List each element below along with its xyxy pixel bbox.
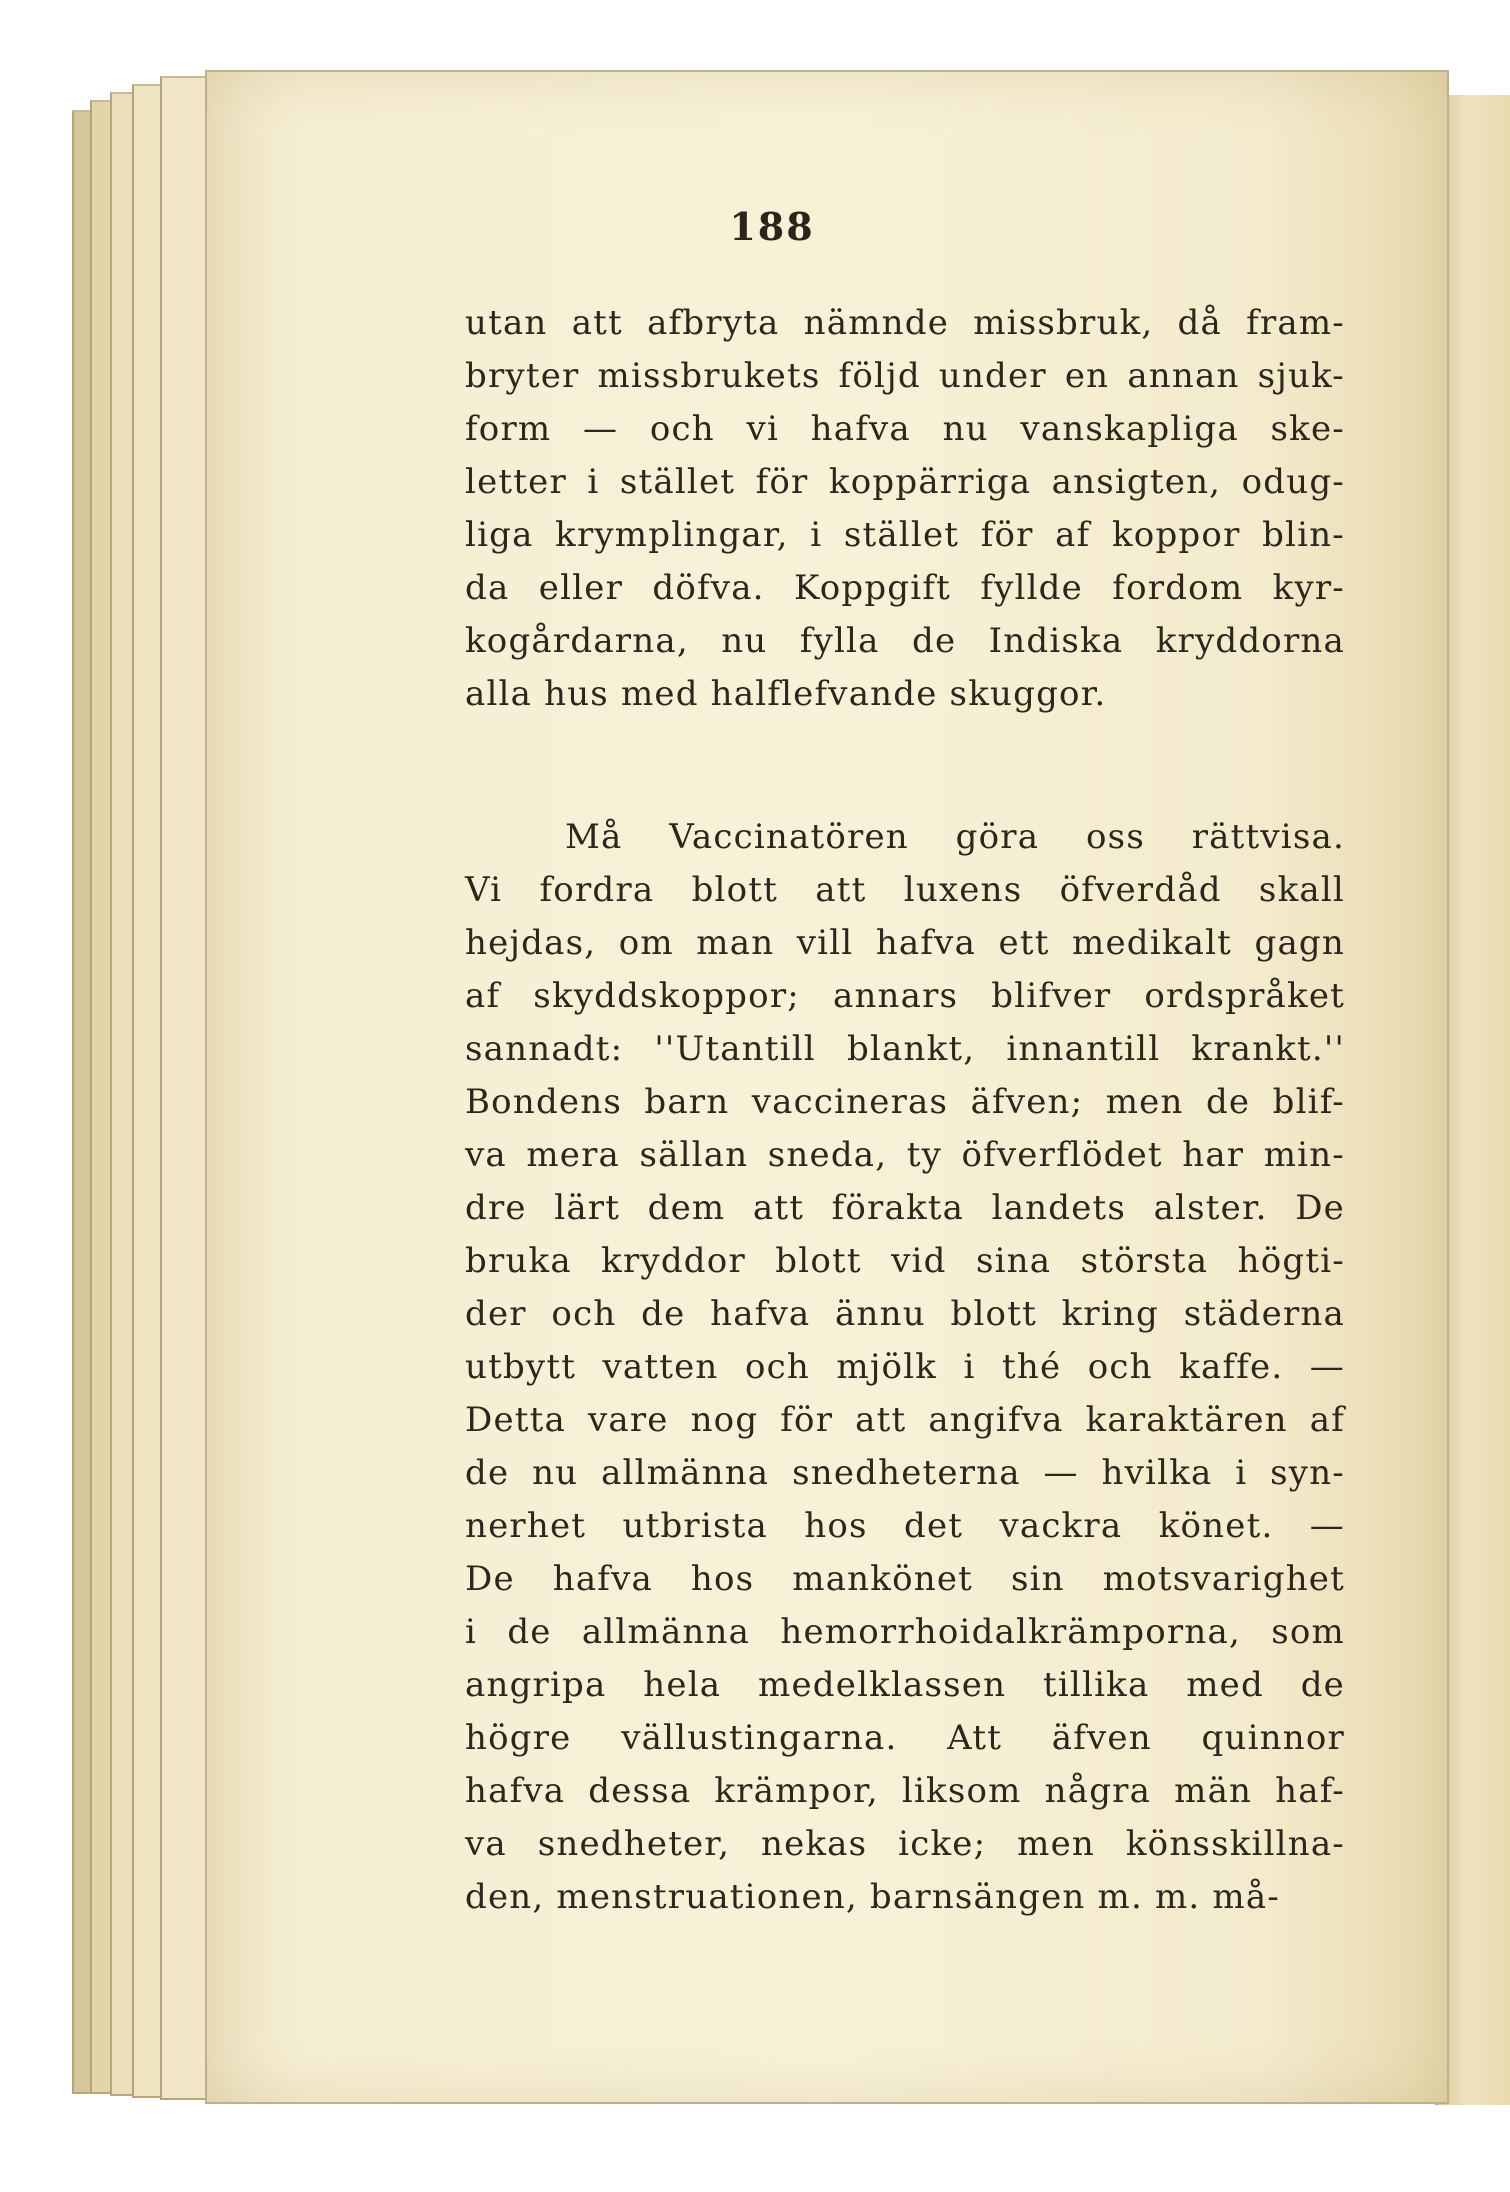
text-line: alla hus med halflefvande skuggor. — [465, 674, 1107, 714]
text-line: den, menstruationen, barnsängen m. m. må- — [465, 1877, 1281, 1917]
text-line: i de allmänna hemorrhoidalkrämporna, som — [465, 1612, 1345, 1652]
text-line: da eller döfva. Koppgift fyllde fordom kyr- — [465, 568, 1345, 608]
text-line: angripa hela medelklassen tillika med de — [465, 1665, 1345, 1705]
text-line: af skyddskoppor; annars blifver ordspråket — [465, 976, 1345, 1016]
text-line: utbytt vatten och mjölk i thé och kaffe. — — [465, 1347, 1345, 1387]
text-line: der och de hafva ännu blott kring städerna — [465, 1294, 1345, 1334]
text-line: letter i stället för koppärriga ansigten, odug- — [465, 462, 1345, 502]
text-line: utan att afbryta nämnde missbruk, då fram- — [465, 303, 1345, 343]
text-line: bryter missbrukets följd under en annan sjuk- — [465, 356, 1345, 396]
text-line: Vi fordra blott att luxens öfverdåd skall — [465, 870, 1345, 910]
paragraph-gap — [465, 721, 1345, 811]
text-line: hejdas, om man vill hafva ett medikalt gagn — [465, 923, 1345, 963]
text-line: De hafva hos mankönet sin motsvarighet — [465, 1559, 1345, 1599]
text-line: de nu allmänna snedheterna — hvilka i syn- — [465, 1453, 1345, 1493]
text-line: högre vällustingarna. Att äfven quinnor — [465, 1718, 1345, 1758]
text-line: dre lärt dem att förakta landets alster. De — [465, 1188, 1345, 1228]
text-line: nerhet utbrista hos det vackra könet. — — [465, 1506, 1345, 1546]
page-text — [465, 297, 1345, 1924]
text-line: va mera sällan sneda, ty öfverflödet har min- — [465, 1135, 1345, 1175]
text-line: Bondens barn vaccineras äfven; men de blif- — [465, 1082, 1345, 1122]
text-line: va snedheter, nekas icke; men könsskillna- — [465, 1824, 1345, 1864]
text-line: form — och vi hafva nu vanskapliga ske- — [465, 409, 1345, 449]
text-line: Detta vare nog för att angifva karaktären af — [465, 1400, 1345, 1440]
text-line: hafva dessa krämpor, liksom några män haf- — [465, 1771, 1345, 1811]
page-number: 188 — [729, 204, 815, 249]
text-line: sannadt: ''Utantill blankt, innantill krankt.'' — [465, 1029, 1345, 1069]
text-line: bruka kryddor blott vid sina största högti- — [465, 1241, 1345, 1281]
text-line: Må Vaccinatören göra oss rättvisa. — [565, 817, 1345, 857]
text-line: liga krymplingar, i stället för af koppor blin- — [465, 515, 1345, 555]
paragraph-2 — [465, 811, 1345, 1924]
paragraph-1 — [465, 297, 1345, 721]
text-line: kogårdarna, nu fylla de Indiska kryddorna — [465, 621, 1345, 661]
